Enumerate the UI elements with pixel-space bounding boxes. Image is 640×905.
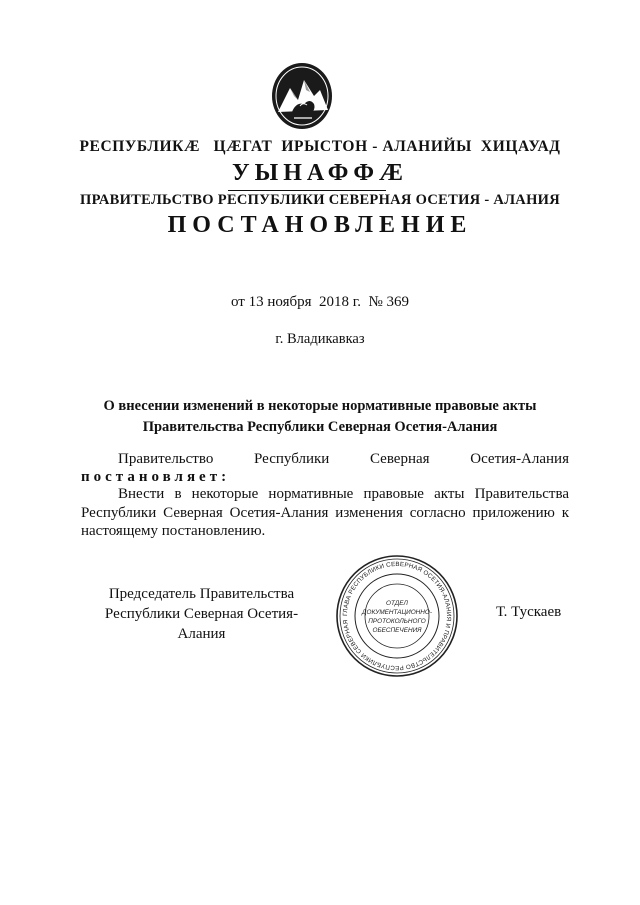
- seal-ring-text: ГЛАВА РЕСПУБЛИКИ СЕВЕРНАЯ ОСЕТИЯ-АЛАНИЯ И ПРАВИТЕЛЬСТВО РЕСПУБЛИКИ СЕВЕРНАЯ: [341, 560, 453, 672]
- signatory-title-line-2: Республики Северная Осетия-Алания: [104, 606, 299, 642]
- decree-city: г. Владикавказ: [275, 331, 365, 347]
- coat-of-arms-icon: [270, 62, 334, 132]
- seal-center-line: ДОКУМЕНТАЦИОННО-: [362, 609, 432, 616]
- decree-title-ossetian: УЫНАФФӔ: [232, 160, 408, 186]
- seal-center-line: ОТДЕЛ: [386, 600, 408, 607]
- lead-word: Республики: [254, 451, 330, 467]
- body-paragraph: Внести в некоторые нормативные правовые акты Правительства Республики Северная Осетия-Алания изменения согласно приложению к настоящему постановлению.: [81, 486, 569, 539]
- signatory-title: [81, 584, 322, 644]
- body-lead-line: [118, 451, 569, 468]
- resolves-word: постановляет:: [81, 469, 231, 485]
- seal-center-line: ОБЕСПЕЧЕНИЯ: [372, 627, 422, 634]
- signer-name: Т. Тускаев: [496, 604, 562, 620]
- government-name-russian: ПРАВИТЕЛЬСТВО РЕСПУБЛИКИ СЕВЕРНАЯ ОСЕТИЯ - АЛАНИЯ: [79, 192, 560, 208]
- republic-name-ossetian: РЕСПУБЛИКӔ ЦӔГАТ ИРЫСТОН - АЛАНИЙЫ ХИЦАУАД: [79, 138, 561, 155]
- decree-date-number: от 13 ноября 2018 г. № 369: [230, 294, 410, 310]
- subject-line-2: Правительства Республики Северная Осетия-Алания: [142, 419, 498, 435]
- subject-line-1: О внесении изменений в некоторые нормативные правовые акты: [103, 398, 537, 414]
- decree-title-russian: ПОСТАНОВЛЕНИЕ: [167, 212, 473, 238]
- lead-word: Осетия-Алания: [470, 451, 569, 467]
- seal-center-line: ПРОТОКОЛЬНОГО: [368, 618, 426, 625]
- official-seal-icon: [334, 553, 460, 679]
- signatory-title-line-1: Председатель Правительства: [108, 586, 295, 602]
- decree-subject: [0, 396, 640, 438]
- header-divider: [228, 190, 386, 191]
- lead-word: Северная: [369, 451, 430, 467]
- lead-word: Правительство: [118, 451, 214, 467]
